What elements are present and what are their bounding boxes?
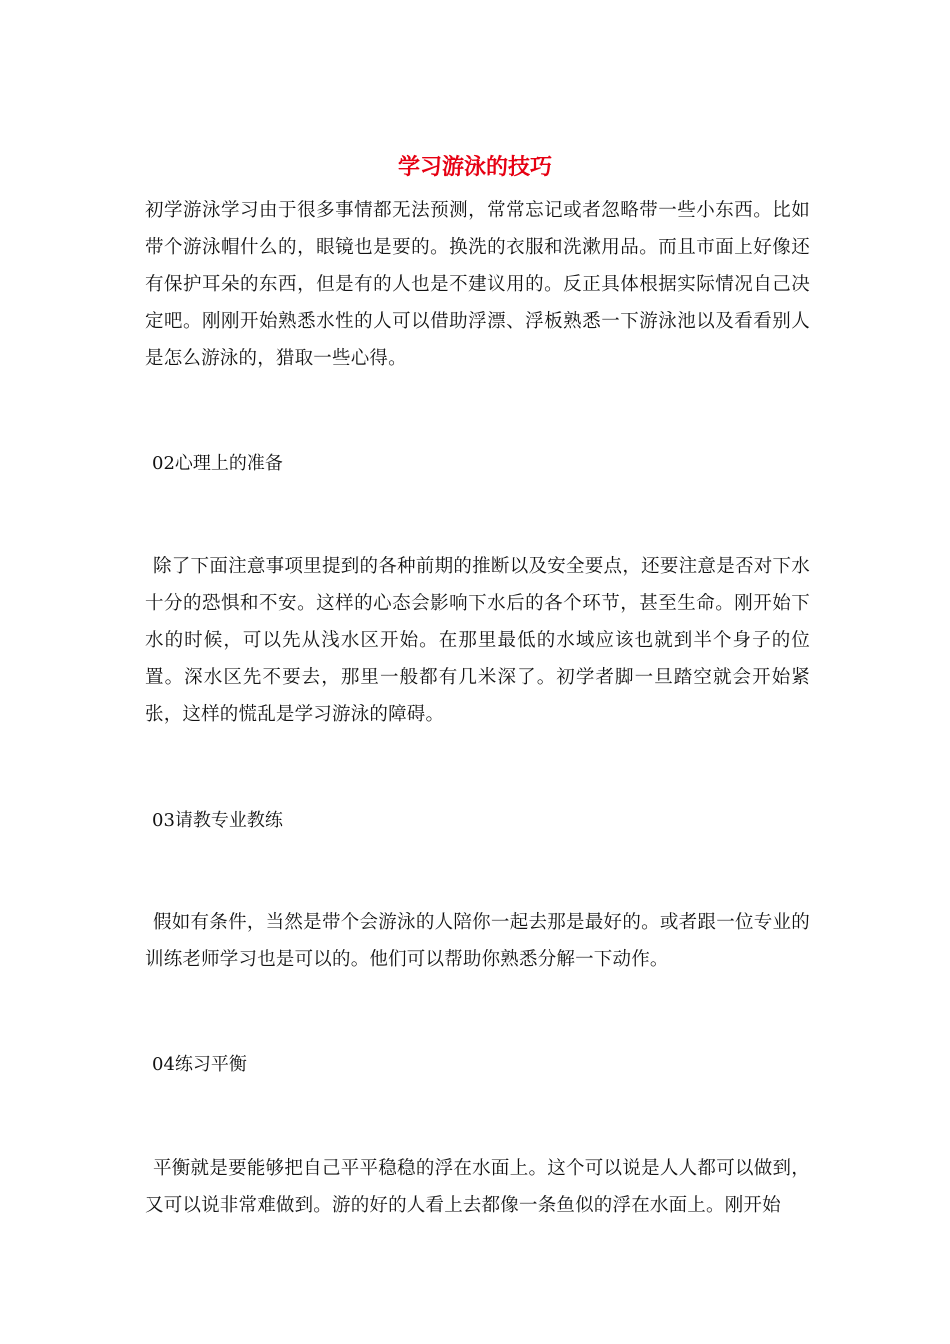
intro-paragraph: 初学游泳学习由于很多事情都无法预测，常常忘记或者忽略带一些小东西。比如带个游泳帽什么的，眼镜也是要的。换洗的衣服和洗漱用品。而且市面上好像还有保护耳朵的东西，但是有的人也是不建议用的。反正具体根据实际情况自己决定吧。刚刚开始熟悉水性的人可以借助浮漂、浮板熟悉一下游泳池以及看看别人是怎么游泳的，猎取一些心得。 — [145, 200, 810, 369]
section-heading-psychology: 02心理上的准备 — [152, 453, 283, 474]
section-body-coach: 假如有条件，当然是带个会游泳的人陪你一起去那是最好的。或者跟一位专业的训练老师学习也是可以的。他们可以帮助你熟悉分解一下动作。 — [145, 912, 810, 970]
section-heading-coach: 03请教专业教练 — [152, 810, 283, 831]
document-title: 学习游泳的技巧 — [397, 154, 552, 180]
section-body-psychology: 除了下面注意事项里提到的各种前期的推断以及安全要点，还要注意是否对下水十分的恐惧和不安。这样的心态会影响下水后的各个环节，甚至生命。刚开始下水的时候，可以先从浅水区开始。在那里最低的水域应该也就到半个身子的位置。深水区先不要去，那里一般都有几米深了。初学者脚一旦踏空就会开始紧张，这样的慌乱是学习游泳的障碍。 — [145, 556, 810, 725]
section-body-balance: 平衡就是要能够把自己平平稳稳的浮在水面上。这个可以说是人人都可以做到，又可以说非常难做到。游的好的人看上去都像一条鱼似的浮在水面上。刚开始 — [145, 1158, 810, 1216]
section-heading-balance: 04练习平衡 — [152, 1054, 247, 1075]
